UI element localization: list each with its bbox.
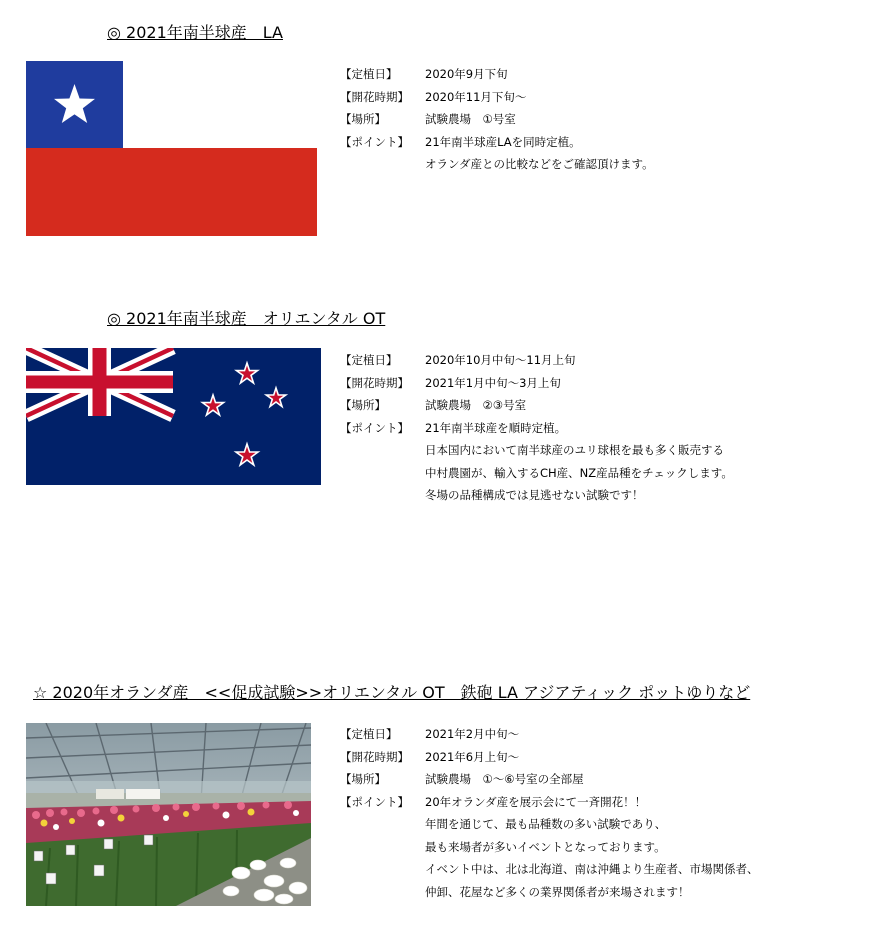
detail-row-planting-date (340, 723, 759, 746)
detail-row-point (340, 131, 654, 154)
detail-label: 【場所】 (340, 772, 386, 786)
detail-label: 【場所】 (340, 398, 386, 412)
detail-label: 【開花時期】 (340, 749, 409, 764)
detail-label: 【ポイント】 (340, 420, 409, 435)
detail-row-planting-date (340, 349, 733, 372)
detail-row-bloom-period (340, 746, 759, 769)
detail-value: 21年南半球産LAを同時定植。 (425, 134, 581, 149)
detail-continuation-line: オランダ産との比較などをご確認頂けます。 (425, 157, 654, 171)
detail-row-planting-date (340, 63, 654, 86)
detail-label: 【開花時期】 (340, 375, 409, 390)
details-nz-ot (340, 349, 733, 507)
detail-value: 2020年11月下旬～ (425, 89, 527, 104)
detail-value: 2021年6月上旬～ (425, 749, 520, 764)
detail-continuation-line: 中村農園が、輸入するCH産、NZ産品種をチェックします。 (425, 465, 733, 480)
section-heading-netherlands-forcing: ☆ 2020年オランダ産 <<促成試験>>オリエンタル OT 鉄砲 LA アジアティック ポットゆりなど (33, 683, 751, 702)
section-heading-chile-la: ◎ 2021年南半球産 LA (107, 23, 283, 42)
detail-value: 2021年1月中旬～3月上旬 (425, 375, 561, 390)
greenhouse-lily-photo (26, 723, 311, 906)
details-netherlands-forcing (340, 723, 759, 903)
detail-label: 【定植日】 (340, 67, 398, 81)
new-zealand-flag-icon (26, 348, 321, 485)
detail-label: 【ポイント】 (340, 134, 409, 149)
detail-row-point (340, 417, 733, 440)
detail-continuation-line: 日本国内において南半球産のユリ球根を最も多く販売する (425, 443, 724, 457)
detail-row-bloom-period (340, 372, 733, 395)
detail-continuation-line: 仲卸、花屋など多くの業界関係者が来場されます！ (425, 884, 690, 899)
detail-row-location (340, 108, 654, 131)
detail-value: 試験農場 ②③号室 (425, 398, 527, 412)
chile-flag-icon (26, 61, 317, 236)
detail-continuation-line: 最も来場者が多いイベントとなっております。 (425, 839, 666, 854)
detail-label: 【ポイント】 (340, 794, 409, 809)
detail-row-location (340, 768, 759, 791)
detail-value: 21年南半球産を順時定植。 (425, 420, 567, 435)
detail-value: 2021年2月中旬～ (425, 727, 520, 741)
detail-label: 【定植日】 (340, 353, 398, 367)
detail-value: 20年オランダ産を展示会にて一斉開花！！ (425, 794, 647, 809)
detail-row-point (340, 791, 759, 814)
detail-value: 2020年9月下旬 (425, 67, 508, 81)
details-chile-la (340, 63, 654, 176)
detail-label: 【開花時期】 (340, 89, 409, 104)
detail-label: 【定植日】 (340, 727, 398, 741)
detail-row-bloom-period (340, 86, 654, 109)
section-heading-nz-ot: ◎ 2021年南半球産 オリエンタル OT (107, 309, 386, 328)
detail-continuation-line: 年間を通じて、最も品種数の多い試験であり、 (425, 817, 667, 831)
detail-value: 試験農場 ①号室 (425, 112, 516, 126)
detail-continuation-line: 冬場の品種構成では見逃せない試験です！ (425, 488, 644, 502)
detail-value: 2020年10月中旬～11月上旬 (425, 353, 576, 367)
detail-row-location (340, 394, 733, 417)
detail-continuation-line: イベント中は、北は北海道、南は沖縄より生産者、市場関係者、 (425, 862, 759, 876)
detail-label: 【場所】 (340, 112, 386, 126)
detail-value: 試験農場 ①～⑥号室の全部屋 (425, 772, 584, 786)
